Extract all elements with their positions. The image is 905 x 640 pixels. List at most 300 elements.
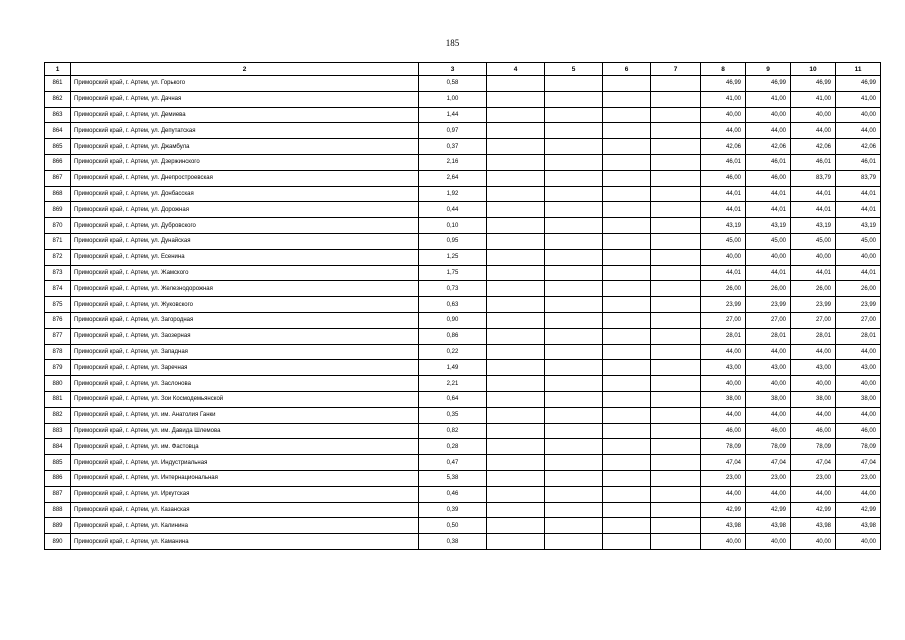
table-cell-col-4 <box>487 391 545 407</box>
table-cell-col-11: 23,00 <box>836 470 881 486</box>
table-cell-col-9: 42,06 <box>746 139 791 155</box>
table-cell-col-10: 28,01 <box>791 328 836 344</box>
table-cell-col-5 <box>545 391 603 407</box>
table-cell-col-4 <box>487 328 545 344</box>
table-cell-col-1: 868 <box>45 186 71 202</box>
column-header-5: 5 <box>545 63 603 76</box>
table-cell-col-10: 46,99 <box>791 76 836 92</box>
table-row <box>45 376 881 392</box>
table-cell-col-1: 864 <box>45 123 71 139</box>
table-cell-col-10: 42,06 <box>791 139 836 155</box>
table-cell-col-6 <box>603 486 651 502</box>
table-cell-col-6 <box>603 170 651 186</box>
table-row <box>45 439 881 455</box>
table-cell-col-8: 46,99 <box>701 76 746 92</box>
table-cell-col-7 <box>651 470 701 486</box>
table-cell-col-4 <box>487 407 545 423</box>
table-cell-col-2: Приморский край, г. Артем, ул. Горького <box>71 76 419 92</box>
table-cell-col-5 <box>545 344 603 360</box>
table-cell-col-8: 44,01 <box>701 186 746 202</box>
table-cell-col-11: 40,00 <box>836 107 881 123</box>
table-cell-col-3: 0,63 <box>419 297 487 313</box>
table-cell-col-2: Приморский край, г. Артем, ул. Дорожная <box>71 202 419 218</box>
table-cell-col-10: 44,00 <box>791 486 836 502</box>
table-cell-col-7 <box>651 139 701 155</box>
table-cell-col-11: 40,00 <box>836 376 881 392</box>
column-header-9: 9 <box>746 63 791 76</box>
table-cell-col-6 <box>603 328 651 344</box>
table-row <box>45 360 881 376</box>
table-cell-col-9: 40,00 <box>746 249 791 265</box>
table-cell-col-2: Приморский край, г. Артем, ул. Калинина <box>71 518 419 534</box>
table-cell-col-11: 78,09 <box>836 439 881 455</box>
table-cell-col-6 <box>603 423 651 439</box>
table-cell-col-8: 46,00 <box>701 423 746 439</box>
table-cell-col-11: 40,00 <box>836 249 881 265</box>
table-cell-col-11: 44,00 <box>836 344 881 360</box>
table-cell-col-6 <box>603 391 651 407</box>
table-cell-col-7 <box>651 328 701 344</box>
table-cell-col-5 <box>545 139 603 155</box>
table-cell-col-1: 872 <box>45 249 71 265</box>
table-cell-col-10: 40,00 <box>791 534 836 550</box>
table-cell-col-9: 41,00 <box>746 91 791 107</box>
table-cell-col-3: 0,44 <box>419 202 487 218</box>
table-cell-col-8: 38,00 <box>701 391 746 407</box>
table-cell-col-10: 44,01 <box>791 202 836 218</box>
table-cell-col-2: Приморский край, г. Артем, ул. им. Анатолия Ганки <box>71 407 419 423</box>
table-cell-col-7 <box>651 249 701 265</box>
table-cell-col-1: 887 <box>45 486 71 502</box>
table-cell-col-3: 0,46 <box>419 486 487 502</box>
table-cell-col-1: 884 <box>45 439 71 455</box>
table-cell-col-4 <box>487 107 545 123</box>
table-cell-col-2: Приморский край, г. Артем, ул. им. Давида Шлемова <box>71 423 419 439</box>
table-cell-col-1: 890 <box>45 534 71 550</box>
table-cell-col-11: 27,00 <box>836 312 881 328</box>
table-cell-col-2: Приморский край, г. Артем, ул. Интернациональная <box>71 470 419 486</box>
table-cell-col-6 <box>603 218 651 234</box>
table-cell-col-2: Приморский край, г. Артем, ул. Демиева <box>71 107 419 123</box>
table-cell-col-11: 44,00 <box>836 407 881 423</box>
table-cell-col-2: Приморский край, г. Артем, ул. Депутатская <box>71 123 419 139</box>
table-row <box>45 423 881 439</box>
column-header-6: 6 <box>603 63 651 76</box>
table-cell-col-2: Приморский край, г. Артем, ул. Заозерная <box>71 328 419 344</box>
table-cell-col-8: 40,00 <box>701 107 746 123</box>
table-cell-col-4 <box>487 202 545 218</box>
table-row <box>45 249 881 265</box>
table-cell-col-11: 44,01 <box>836 186 881 202</box>
table-cell-col-2: Приморский край, г. Артем, ул. Дачная <box>71 91 419 107</box>
table-cell-col-3: 0,35 <box>419 407 487 423</box>
table-cell-col-1: 886 <box>45 470 71 486</box>
table-cell-col-4 <box>487 344 545 360</box>
table-cell-col-8: 44,00 <box>701 486 746 502</box>
table-cell-col-8: 46,01 <box>701 154 746 170</box>
table-cell-col-3: 1,92 <box>419 186 487 202</box>
table-cell-col-9: 44,00 <box>746 407 791 423</box>
table-cell-col-6 <box>603 439 651 455</box>
table-cell-col-5 <box>545 423 603 439</box>
table-cell-col-4 <box>487 534 545 550</box>
table-cell-col-7 <box>651 344 701 360</box>
table-cell-col-1: 871 <box>45 233 71 249</box>
table-cell-col-7 <box>651 534 701 550</box>
table-cell-col-7 <box>651 312 701 328</box>
table-cell-col-10: 23,00 <box>791 470 836 486</box>
table-cell-col-2: Приморский край, г. Артем, ул. Заречная <box>71 360 419 376</box>
table-cell-col-5 <box>545 534 603 550</box>
table-cell-col-3: 0,86 <box>419 328 487 344</box>
table-row <box>45 233 881 249</box>
table-row <box>45 170 881 186</box>
table-cell-col-4 <box>487 249 545 265</box>
table-cell-col-2: Приморский край, г. Артем, ул. Железнодорожная <box>71 281 419 297</box>
table-cell-col-3: 2,16 <box>419 154 487 170</box>
table-cell-col-10: 40,00 <box>791 249 836 265</box>
table-cell-col-3: 1,49 <box>419 360 487 376</box>
table-cell-col-5 <box>545 518 603 534</box>
table-row <box>45 107 881 123</box>
table-cell-col-3: 1,00 <box>419 91 487 107</box>
table-cell-col-11: 46,99 <box>836 76 881 92</box>
table-cell-col-5 <box>545 91 603 107</box>
table-cell-col-6 <box>603 312 651 328</box>
table-cell-col-4 <box>487 76 545 92</box>
table-cell-col-2: Приморский край, г. Артем, ул. Джамбула <box>71 139 419 155</box>
table-cell-col-4 <box>487 360 545 376</box>
table-cell-col-11: 43,98 <box>836 518 881 534</box>
table-cell-col-4 <box>487 139 545 155</box>
table-cell-col-9: 43,98 <box>746 518 791 534</box>
table-cell-col-4 <box>487 218 545 234</box>
table-cell-col-8: 40,00 <box>701 534 746 550</box>
table-cell-col-3: 1,44 <box>419 107 487 123</box>
table-cell-col-2: Приморский край, г. Артем, ул. Иркутская <box>71 486 419 502</box>
table-cell-col-5 <box>545 76 603 92</box>
table-cell-col-5 <box>545 186 603 202</box>
table-cell-col-1: 889 <box>45 518 71 534</box>
table-cell-col-2: Приморский край, г. Артем, ул. Жамского <box>71 265 419 281</box>
table-cell-col-3: 0,58 <box>419 76 487 92</box>
page-number: 185 <box>445 38 460 48</box>
table-row <box>45 344 881 360</box>
table-cell-col-5 <box>545 439 603 455</box>
column-header-10: 10 <box>791 63 836 76</box>
table-cell-col-7 <box>651 107 701 123</box>
table-cell-col-11: 42,99 <box>836 502 881 518</box>
table-cell-col-9: 44,01 <box>746 202 791 218</box>
table-cell-col-4 <box>487 123 545 139</box>
table-cell-col-5 <box>545 502 603 518</box>
table-cell-col-9: 26,00 <box>746 281 791 297</box>
table-cell-col-11: 43,00 <box>836 360 881 376</box>
column-header-3: 3 <box>419 63 487 76</box>
table-cell-col-7 <box>651 486 701 502</box>
table-cell-col-1: 879 <box>45 360 71 376</box>
table-cell-col-2: Приморский край, г. Артем, ул. Казанская <box>71 502 419 518</box>
table-row <box>45 502 881 518</box>
table-cell-col-3: 2,64 <box>419 170 487 186</box>
table-cell-col-3: 0,73 <box>419 281 487 297</box>
table-row <box>45 186 881 202</box>
table-cell-col-7 <box>651 265 701 281</box>
table-cell-col-3: 0,50 <box>419 518 487 534</box>
column-header-2: 2 <box>71 63 419 76</box>
column-header-7: 7 <box>651 63 701 76</box>
table-cell-col-2: Приморский край, г. Артем, ул. Дунайская <box>71 233 419 249</box>
table-cell-col-9: 40,00 <box>746 376 791 392</box>
table-cell-col-10: 44,00 <box>791 344 836 360</box>
table-cell-col-8: 44,00 <box>701 407 746 423</box>
table-body <box>45 76 881 550</box>
table-cell-col-11: 46,01 <box>836 154 881 170</box>
table-cell-col-6 <box>603 265 651 281</box>
table-cell-col-5 <box>545 470 603 486</box>
table-cell-col-7 <box>651 218 701 234</box>
table-cell-col-9: 43,19 <box>746 218 791 234</box>
table-cell-col-8: 45,00 <box>701 233 746 249</box>
table-row <box>45 297 881 313</box>
table-cell-col-11: 44,01 <box>836 202 881 218</box>
column-header-4: 4 <box>487 63 545 76</box>
table-cell-col-6 <box>603 534 651 550</box>
table-row <box>45 407 881 423</box>
table-cell-col-8: 44,01 <box>701 202 746 218</box>
table-cell-col-7 <box>651 170 701 186</box>
table-cell-col-5 <box>545 233 603 249</box>
table-cell-col-4 <box>487 518 545 534</box>
table-cell-col-4 <box>487 502 545 518</box>
table-cell-col-1: 865 <box>45 139 71 155</box>
table-cell-col-3: 0,39 <box>419 502 487 518</box>
table-cell-col-9: 44,00 <box>746 123 791 139</box>
column-header-8: 8 <box>701 63 746 76</box>
table-cell-col-8: 46,00 <box>701 170 746 186</box>
table-cell-col-2: Приморский край, г. Артем, ул. Западная <box>71 344 419 360</box>
table-cell-col-8: 27,00 <box>701 312 746 328</box>
table-cell-col-6 <box>603 91 651 107</box>
table-cell-col-10: 26,00 <box>791 281 836 297</box>
table-cell-col-6 <box>603 297 651 313</box>
table-cell-col-11: 44,00 <box>836 486 881 502</box>
table-cell-col-4 <box>487 186 545 202</box>
table-cell-col-7 <box>651 186 701 202</box>
table-cell-col-6 <box>603 233 651 249</box>
table-cell-col-8: 43,98 <box>701 518 746 534</box>
column-header-1: 1 <box>45 63 71 76</box>
table-cell-col-11: 40,00 <box>836 534 881 550</box>
table-cell-col-7 <box>651 391 701 407</box>
table-cell-col-1: 863 <box>45 107 71 123</box>
table-cell-col-3: 0,38 <box>419 534 487 550</box>
table-cell-col-1: 875 <box>45 297 71 313</box>
table-cell-col-10: 83,79 <box>791 170 836 186</box>
table-cell-col-10: 41,00 <box>791 91 836 107</box>
table-cell-col-2: Приморский край, г. Артем, ул. им. Фастовца <box>71 439 419 455</box>
table-cell-col-8: 44,00 <box>701 123 746 139</box>
table-cell-col-10: 40,00 <box>791 376 836 392</box>
table-cell-col-6 <box>603 455 651 471</box>
table-cell-col-10: 44,00 <box>791 123 836 139</box>
table-cell-col-7 <box>651 423 701 439</box>
table-cell-col-5 <box>545 376 603 392</box>
table-cell-col-5 <box>545 486 603 502</box>
table-cell-col-9: 78,09 <box>746 439 791 455</box>
table-row <box>45 455 881 471</box>
table-cell-col-10: 42,99 <box>791 502 836 518</box>
table-cell-col-8: 47,04 <box>701 455 746 471</box>
table-cell-col-3: 0,64 <box>419 391 487 407</box>
table-cell-col-6 <box>603 154 651 170</box>
table-cell-col-10: 44,00 <box>791 407 836 423</box>
table-cell-col-11: 43,19 <box>836 218 881 234</box>
table-row <box>45 76 881 92</box>
table-cell-col-1: 862 <box>45 91 71 107</box>
table-cell-col-4 <box>487 91 545 107</box>
table-cell-col-11: 47,04 <box>836 455 881 471</box>
table-cell-col-7 <box>651 154 701 170</box>
table-cell-col-3: 5,38 <box>419 470 487 486</box>
table-cell-col-5 <box>545 170 603 186</box>
table-cell-col-11: 38,00 <box>836 391 881 407</box>
table-cell-col-2: Приморский край, г. Артем, ул. Донбасская <box>71 186 419 202</box>
table-cell-col-9: 40,00 <box>746 534 791 550</box>
table-cell-col-1: 878 <box>45 344 71 360</box>
table-cell-col-10: 43,00 <box>791 360 836 376</box>
table-cell-col-8: 44,00 <box>701 344 746 360</box>
table-cell-col-1: 882 <box>45 407 71 423</box>
table-cell-col-4 <box>487 170 545 186</box>
table-cell-col-7 <box>651 91 701 107</box>
table-cell-col-1: 885 <box>45 455 71 471</box>
table-cell-col-1: 869 <box>45 202 71 218</box>
table-cell-col-11: 23,99 <box>836 297 881 313</box>
table-cell-col-6 <box>603 76 651 92</box>
table-cell-col-6 <box>603 107 651 123</box>
table-cell-col-5 <box>545 107 603 123</box>
table-cell-col-1: 866 <box>45 154 71 170</box>
table-cell-col-5 <box>545 360 603 376</box>
table-row <box>45 265 881 281</box>
table-cell-col-3: 0,95 <box>419 233 487 249</box>
table-cell-col-6 <box>603 123 651 139</box>
table-cell-col-6 <box>603 139 651 155</box>
table-cell-col-8: 40,00 <box>701 376 746 392</box>
table-cell-col-9: 46,01 <box>746 154 791 170</box>
table-cell-col-7 <box>651 202 701 218</box>
table-row <box>45 391 881 407</box>
table-cell-col-3: 0,82 <box>419 423 487 439</box>
table-cell-col-3: 0,90 <box>419 312 487 328</box>
table-cell-col-9: 44,00 <box>746 486 791 502</box>
table-cell-col-8: 26,00 <box>701 281 746 297</box>
table-cell-col-8: 41,00 <box>701 91 746 107</box>
table-cell-col-10: 78,09 <box>791 439 836 455</box>
table-cell-col-5 <box>545 297 603 313</box>
table-cell-col-5 <box>545 312 603 328</box>
table-cell-col-6 <box>603 249 651 265</box>
table-cell-col-4 <box>487 423 545 439</box>
table-cell-col-8: 43,00 <box>701 360 746 376</box>
table-cell-col-9: 28,01 <box>746 328 791 344</box>
table-cell-col-8: 23,99 <box>701 297 746 313</box>
table-cell-col-7 <box>651 502 701 518</box>
table-cell-col-2: Приморский край, г. Артем, ул. Дубровского <box>71 218 419 234</box>
table-cell-col-2: Приморский край, г. Артем, ул. Загородная <box>71 312 419 328</box>
table-cell-col-2: Приморский край, г. Артем, ул. Жуковского <box>71 297 419 313</box>
table-cell-col-9: 38,00 <box>746 391 791 407</box>
table-cell-col-4 <box>487 265 545 281</box>
table-cell-col-10: 43,98 <box>791 518 836 534</box>
table-cell-col-9: 23,00 <box>746 470 791 486</box>
table-cell-col-11: 44,01 <box>836 265 881 281</box>
table-cell-col-7 <box>651 76 701 92</box>
table-cell-col-6 <box>603 281 651 297</box>
table-cell-col-9: 42,99 <box>746 502 791 518</box>
table-cell-col-1: 880 <box>45 376 71 392</box>
table-cell-col-6 <box>603 376 651 392</box>
table-cell-col-10: 43,19 <box>791 218 836 234</box>
table-cell-col-1: 876 <box>45 312 71 328</box>
table-cell-col-10: 27,00 <box>791 312 836 328</box>
table-cell-col-1: 874 <box>45 281 71 297</box>
table-row <box>45 91 881 107</box>
table-row <box>45 312 881 328</box>
table-row <box>45 534 881 550</box>
table-row <box>45 486 881 502</box>
table-row <box>45 139 881 155</box>
table-cell-col-11: 46,00 <box>836 423 881 439</box>
table-cell-col-9: 44,01 <box>746 265 791 281</box>
table-cell-col-7 <box>651 376 701 392</box>
table-cell-col-2: Приморский край, г. Артем, ул. Дзержинского <box>71 154 419 170</box>
table-cell-col-8: 23,00 <box>701 470 746 486</box>
table-cell-col-10: 47,04 <box>791 455 836 471</box>
table-cell-col-4 <box>487 470 545 486</box>
data-table <box>44 62 881 550</box>
table-cell-col-3: 0,37 <box>419 139 487 155</box>
table-cell-col-1: 883 <box>45 423 71 439</box>
table-cell-col-10: 46,00 <box>791 423 836 439</box>
table-cell-col-6 <box>603 360 651 376</box>
table-cell-col-5 <box>545 265 603 281</box>
table-cell-col-7 <box>651 518 701 534</box>
table-cell-col-10: 40,00 <box>791 107 836 123</box>
table-cell-col-10: 38,00 <box>791 391 836 407</box>
table-cell-col-4 <box>487 297 545 313</box>
table-cell-col-11: 28,01 <box>836 328 881 344</box>
table-cell-col-8: 42,06 <box>701 139 746 155</box>
table-cell-col-1: 881 <box>45 391 71 407</box>
table-cell-col-11: 41,00 <box>836 91 881 107</box>
table-cell-col-4 <box>487 233 545 249</box>
table-cell-col-9: 46,00 <box>746 170 791 186</box>
table-row <box>45 218 881 234</box>
table-cell-col-9: 44,00 <box>746 344 791 360</box>
table-cell-col-4 <box>487 154 545 170</box>
table-cell-col-2: Приморский край, г. Артем, ул. Индустриальная <box>71 455 419 471</box>
table-cell-col-10: 23,99 <box>791 297 836 313</box>
table-cell-col-9: 44,01 <box>746 186 791 202</box>
table-cell-col-3: 0,97 <box>419 123 487 139</box>
table-cell-col-8: 44,01 <box>701 265 746 281</box>
table-cell-col-11: 44,00 <box>836 123 881 139</box>
table-row <box>45 328 881 344</box>
table-cell-col-8: 43,19 <box>701 218 746 234</box>
table-cell-col-10: 46,01 <box>791 154 836 170</box>
